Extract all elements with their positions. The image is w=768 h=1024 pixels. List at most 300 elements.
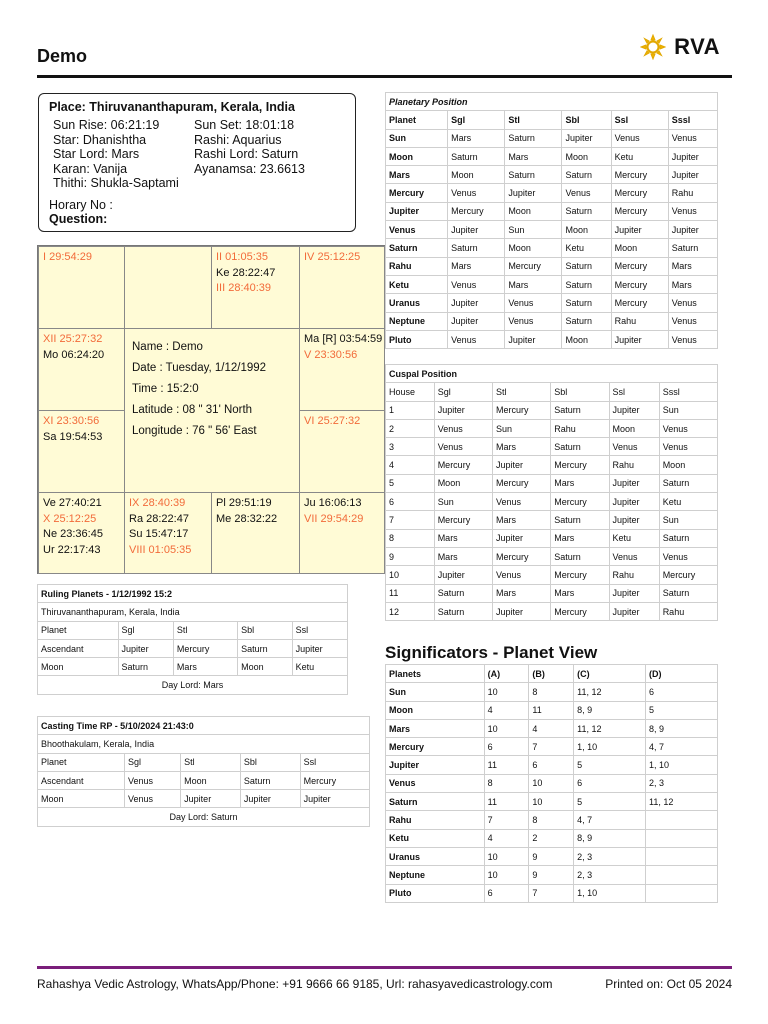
table-cell: 4 [386, 456, 435, 474]
table-cell: Venus [448, 275, 505, 293]
table-row [38, 658, 348, 676]
column-header: (C) [574, 665, 646, 683]
column-header: (D) [646, 665, 718, 683]
table-row [386, 738, 718, 756]
table-cell: 2, 3 [646, 774, 718, 792]
ruling-title: Ruling Planets - 1/12/1992 15:2 [38, 585, 348, 603]
chart-entry: Ra 28:22:47 [129, 512, 189, 525]
page-header [37, 36, 732, 78]
table-cell: Sun [659, 401, 717, 419]
table-cell: Saturn [240, 771, 300, 789]
column-header: Sgl [448, 111, 505, 129]
table-cell: Venus [609, 438, 659, 456]
table-row [386, 756, 718, 774]
table-cell: Jupiter [448, 294, 505, 312]
south-indian-chart [37, 245, 385, 574]
table-cell: Venus [611, 129, 668, 147]
planetary-title: Planetary Position [386, 93, 718, 111]
table-cell: Saturn [448, 147, 505, 165]
casting-place: Bhoothakulam, Kerala, India [38, 735, 370, 753]
table-cell: 8 [529, 683, 574, 701]
column-header: Ssl [300, 753, 369, 771]
chart-cell [299, 410, 385, 493]
table-cell: Mars [386, 166, 448, 184]
table-cell: Mars [434, 547, 492, 565]
column-header: Sbl [240, 753, 300, 771]
table-row [386, 811, 718, 829]
column-header: Planet [38, 621, 119, 639]
table-cell: 1, 10 [574, 738, 646, 756]
page-title: Demo [37, 46, 88, 66]
table-cell [646, 811, 718, 829]
table-cell: 11 [529, 701, 574, 719]
chart-entry: Sa 19:54:53 [43, 430, 103, 443]
table-cell: Venus [609, 547, 659, 565]
table-cell: Venus [668, 294, 717, 312]
table-cell: Venus [492, 566, 550, 584]
table-row [386, 584, 718, 602]
table-header-row [386, 383, 718, 401]
chart-cell [124, 492, 212, 574]
table-cell: Jupiter [492, 602, 550, 620]
column-header: Planet [386, 111, 448, 129]
table-cell: 10 [529, 793, 574, 811]
table-cell: Mars [173, 658, 237, 676]
column-header: Sssl [668, 111, 717, 129]
table-cell: Ketu [386, 275, 448, 293]
table-cell [646, 884, 718, 902]
chart-entry: Mo 06:24:20 [43, 348, 105, 361]
column-header: Stl [505, 111, 562, 129]
table-cell: Saturn [448, 239, 505, 257]
table-cell: 4, 7 [646, 738, 718, 756]
table-row [386, 719, 718, 737]
table-cell: 6 [574, 774, 646, 792]
table-row [386, 884, 718, 902]
table-cell: 8 [484, 774, 529, 792]
table-row [386, 474, 718, 492]
table-cell: Mercury [551, 602, 609, 620]
table-cell: 2 [386, 419, 435, 437]
table-cell: Moon [562, 147, 611, 165]
table-row [386, 866, 718, 884]
table-cell: 3 [386, 438, 435, 456]
table-cell: Saturn [386, 239, 448, 257]
table-cell: Jupiter [386, 756, 485, 774]
table-header-row [386, 111, 718, 129]
table-cell: 2, 3 [574, 847, 646, 865]
table-cell: Jupiter [668, 166, 717, 184]
table-cell: 10 [484, 719, 529, 737]
table-cell: Moon [386, 147, 448, 165]
chart-entry: VIII 01:05:35 [129, 543, 192, 556]
sun-set: Sun Set: 18:01:18 [194, 118, 295, 132]
table-cell: Mercury [551, 493, 609, 511]
table-cell: Rahu [551, 419, 609, 437]
table-cell: Moon [562, 221, 611, 239]
table-cell: 11 [484, 756, 529, 774]
table-cell: Mercury [434, 456, 492, 474]
table-row [386, 547, 718, 565]
logo-text: RVA [674, 34, 720, 59]
table-cell [646, 847, 718, 865]
table-cell: Saturn [562, 202, 611, 220]
table-cell: Ketu [292, 658, 347, 676]
table-cell: Saturn [562, 294, 611, 312]
question-label: Question: [49, 211, 108, 226]
column-header: Planets [386, 665, 485, 683]
chart-date: Date : Tuesday, 1/12/1992 [132, 362, 267, 374]
table-cell: Jupiter [668, 221, 717, 239]
table-cell: Jupiter [292, 639, 347, 657]
footer-printed-date: Printed on: Oct 05 2024 [605, 977, 732, 991]
casting-day-lord: Day Lord: Saturn [38, 808, 370, 826]
table-cell: Mercury [611, 275, 668, 293]
table-cell: Jupiter [118, 639, 173, 657]
table-cell: Uranus [386, 294, 448, 312]
table-cell: Mercury [386, 738, 485, 756]
chart-entry: XI 23:30:56 [43, 415, 100, 427]
planetary-position-table [385, 92, 718, 349]
table-cell: Mercury [611, 257, 668, 275]
chart-entry: Ne 23:36:45 [43, 528, 103, 540]
sun-icon [640, 34, 666, 60]
table-cell: Jupiter [562, 129, 611, 147]
table-cell: Mars [448, 129, 505, 147]
table-cell: Mercury [448, 202, 505, 220]
column-header: Sbl [562, 111, 611, 129]
table-cell: Moon [448, 166, 505, 184]
chart-entry: V 23:30:56 [304, 348, 358, 361]
table-cell: 11, 12 [646, 793, 718, 811]
chart-entry: X 25:12:25 [43, 512, 97, 525]
table-cell: Ketu [386, 829, 485, 847]
table-cell: Mars [386, 719, 485, 737]
chart-entry: Ma [R] 03:54:59 [304, 333, 383, 345]
table-cell: Sun [434, 493, 492, 511]
chart-entry: Ke 28:22:47 [216, 266, 276, 279]
table-row [386, 294, 718, 312]
table-cell: Venus [505, 312, 562, 330]
table-cell: Mercury [611, 184, 668, 202]
chart-entry: II 01:05:35 [216, 251, 268, 263]
logo [640, 34, 720, 60]
table-cell: Saturn [551, 401, 609, 419]
table-row [386, 129, 718, 147]
table-cell: Rahu [668, 184, 717, 202]
table-cell: Venus [659, 547, 717, 565]
star: Star: Dhanishtha [53, 132, 147, 147]
table-cell: Venus [668, 129, 717, 147]
table-cell: Venus [492, 493, 550, 511]
column-header: Sbl [551, 383, 609, 401]
place-info-box [38, 93, 356, 232]
table-cell: Saturn [659, 584, 717, 602]
column-header: House [386, 383, 435, 401]
table-cell: 4 [484, 701, 529, 719]
table-row [386, 456, 718, 474]
column-header: Sbl [238, 621, 293, 639]
table-cell: Mars [668, 257, 717, 275]
chart-cell [38, 492, 125, 574]
rashi-lord: Rashi Lord: Saturn [194, 147, 299, 161]
table-cell: Venus [668, 202, 717, 220]
table-row [386, 239, 718, 257]
table-row [386, 221, 718, 239]
table-cell: Saturn [659, 529, 717, 547]
cuspal-position-table [385, 364, 718, 621]
table-cell: Rahu [386, 257, 448, 275]
chart-entry: Ur 22:17:43 [43, 543, 101, 556]
table-cell: Jupiter [505, 184, 562, 202]
table-cell: Mars [551, 584, 609, 602]
table-cell: 6 [529, 756, 574, 774]
table-cell: Moon [434, 474, 492, 492]
table-cell: Saturn [434, 584, 492, 602]
table-row [38, 639, 348, 657]
table-cell: Venus [505, 294, 562, 312]
table-cell: Saturn [668, 239, 717, 257]
table-cell: Rahu [609, 566, 659, 584]
table-cell: Mars [492, 511, 550, 529]
table-cell: Venus [124, 790, 180, 808]
column-header: Stl [492, 383, 550, 401]
sun-rise: Sun Rise: 06:21:19 [53, 118, 160, 132]
table-cell: 8, 9 [574, 829, 646, 847]
table-cell: 8 [386, 529, 435, 547]
ayanamsa: Ayanamsa: 23.6613 [194, 161, 305, 176]
table-cell: Mercury [611, 166, 668, 184]
karan: Karan: Vanija [53, 161, 128, 176]
table-cell: 6 [646, 683, 718, 701]
table-cell: Moon [659, 456, 717, 474]
table-cell: 9 [529, 866, 574, 884]
table-row [386, 683, 718, 701]
table-cell: 11 [484, 793, 529, 811]
chart-cell [38, 410, 125, 493]
table-cell: Rahu [659, 602, 717, 620]
table-cell: Venus [434, 438, 492, 456]
table-cell: Jupiter [492, 456, 550, 474]
table-cell: Jupiter [609, 511, 659, 529]
table-cell: Sun [386, 683, 485, 701]
column-header: Sgl [124, 753, 180, 771]
chart-time: Time : 15:2:0 [132, 383, 199, 395]
cuspal-title: Cuspal Position [386, 365, 718, 383]
table-row [386, 774, 718, 792]
table-cell: 10 [484, 847, 529, 865]
table-row [386, 566, 718, 584]
chart-entry: XII 25:27:32 [43, 333, 103, 345]
table-cell: Saturn [562, 166, 611, 184]
table-cell: Moon [611, 239, 668, 257]
table-cell: Mercury [611, 294, 668, 312]
table-cell: Moon [505, 239, 562, 257]
chart-cell [38, 246, 125, 329]
table-cell: Venus [668, 312, 717, 330]
table-cell: Mars [505, 147, 562, 165]
table-cell: Saturn [386, 793, 485, 811]
table-cell: 8 [529, 811, 574, 829]
chart-longitude: Longitude : 76 " 56' East [132, 425, 257, 437]
table-cell: Mercury [492, 474, 550, 492]
table-cell: Ketu [609, 529, 659, 547]
table-cell: Saturn [659, 474, 717, 492]
table-cell: Mars [551, 474, 609, 492]
table-cell: Saturn [562, 257, 611, 275]
table-cell: Jupiter [609, 401, 659, 419]
table-cell: 8, 9 [574, 701, 646, 719]
table-cell: Jupiter [611, 330, 668, 348]
table-cell: Sun [659, 511, 717, 529]
table-cell: Venus [668, 330, 717, 348]
table-cell: 8, 9 [646, 719, 718, 737]
table-cell: Pluto [386, 884, 485, 902]
table-cell: 6 [484, 884, 529, 902]
table-cell: 5 [574, 756, 646, 774]
table-cell: Mars [668, 275, 717, 293]
footer-contact: Rahashya Vedic Astrology, WhatsApp/Phone: +91 9666 66 9185, Url: rahasyavedicastrology.com [37, 977, 553, 991]
table-cell [646, 866, 718, 884]
table-row [386, 166, 718, 184]
table-cell: 9 [529, 847, 574, 865]
table-cell: Moon [238, 658, 293, 676]
chart-entry: Su 15:47:17 [129, 528, 189, 540]
table-cell: Ketu [562, 239, 611, 257]
table-cell: Saturn [505, 129, 562, 147]
table-cell: Moon [505, 202, 562, 220]
chart-cell [299, 328, 385, 411]
table-cell: Jupiter [609, 474, 659, 492]
table-cell: 4, 7 [574, 811, 646, 829]
table-row [38, 771, 370, 789]
chart-name: Name : Demo [132, 341, 203, 353]
table-row [386, 257, 718, 275]
table-cell: 5 [386, 474, 435, 492]
table-cell: 5 [574, 793, 646, 811]
star-lord: Star Lord: Mars [53, 147, 140, 161]
chart-cell [211, 492, 300, 574]
table-row [386, 511, 718, 529]
table-cell: Moon [38, 790, 125, 808]
table-cell: Rahu [611, 312, 668, 330]
column-header: (B) [529, 665, 574, 683]
table-cell: Venus [562, 184, 611, 202]
table-cell: Jupiter [434, 566, 492, 584]
chart-cell [299, 492, 385, 574]
column-header: Sssl [659, 383, 717, 401]
table-cell: 10 [529, 774, 574, 792]
table-cell: 11, 12 [574, 719, 646, 737]
table-cell: Jupiter [609, 493, 659, 511]
rashi: Rashi: Aquarius [194, 132, 282, 147]
chart-latitude: Latitude : 08 " 31' North [132, 404, 253, 416]
table-row [386, 701, 718, 719]
table-cell: Venus [434, 419, 492, 437]
table-cell: Jupiter [240, 790, 300, 808]
table-cell: Venus [659, 419, 717, 437]
table-cell: 7 [386, 511, 435, 529]
table-row [386, 847, 718, 865]
table-cell: Jupiter [505, 330, 562, 348]
table-cell: 11, 12 [574, 683, 646, 701]
table-cell: 4 [484, 829, 529, 847]
significators-title: Significators - Planet View [385, 643, 598, 662]
table-cell: Ascendant [38, 639, 119, 657]
chart-entry: Ju 16:06:13 [304, 497, 362, 509]
chart-cell [299, 246, 385, 329]
table-cell: 10 [484, 683, 529, 701]
table-cell: Mercury [611, 202, 668, 220]
table-cell: Moon [562, 330, 611, 348]
table-cell: Jupiter [181, 790, 241, 808]
table-cell: Jupiter [434, 401, 492, 419]
column-header: Ssl [609, 383, 659, 401]
table-cell: Neptune [386, 312, 448, 330]
table-cell [646, 829, 718, 847]
table-cell: Saturn [562, 275, 611, 293]
table-cell: Mercury [659, 566, 717, 584]
table-cell: 12 [386, 602, 435, 620]
chart-entry: VI 25:27:32 [304, 415, 361, 427]
table-cell: Saturn [551, 438, 609, 456]
table-cell: Venus [386, 221, 448, 239]
table-cell: 9 [386, 547, 435, 565]
chart-entry: III 28:40:39 [216, 282, 272, 294]
table-cell: Mercury [492, 547, 550, 565]
table-cell: 1, 10 [646, 756, 718, 774]
table-cell: Mars [505, 275, 562, 293]
table-row [386, 529, 718, 547]
table-cell: Jupiter [611, 221, 668, 239]
table-cell: 10 [484, 866, 529, 884]
table-cell: Sun [386, 129, 448, 147]
table-cell: Venus [386, 774, 485, 792]
table-cell: Jupiter [448, 221, 505, 239]
chart-entry: Pl 29:51:19 [216, 497, 272, 509]
ruling-place: Thiruvananthapuram, Kerala, India [38, 603, 348, 621]
table-row [386, 312, 718, 330]
table-cell: Mars [492, 438, 550, 456]
column-header: Stl [181, 753, 241, 771]
thithi: Thithi: Shukla-Saptami [53, 176, 179, 190]
table-cell: Jupiter [609, 602, 659, 620]
chart-cell [124, 246, 212, 329]
table-row [386, 147, 718, 165]
table-row [38, 790, 370, 808]
table-cell: Saturn [434, 602, 492, 620]
page-footer [37, 966, 732, 991]
table-cell: Neptune [386, 866, 485, 884]
table-header-row [386, 665, 718, 683]
table-cell: Venus [448, 184, 505, 202]
table-cell: Mercury [551, 456, 609, 474]
place-label: Place: Thiruvananthapuram, Kerala, India [49, 100, 295, 114]
table-cell: 7 [529, 884, 574, 902]
significators-table [385, 664, 718, 903]
column-header: Ssl [611, 111, 668, 129]
table-row [386, 401, 718, 419]
chart-entry: VII 29:54:29 [304, 512, 364, 525]
ruling-planets-table [37, 584, 348, 695]
chart-center-info [124, 328, 300, 493]
table-cell: 11 [386, 584, 435, 602]
table-cell: 4 [529, 719, 574, 737]
place-details [49, 118, 345, 191]
table-cell: Rahu [386, 811, 485, 829]
table-row [386, 184, 718, 202]
table-cell: Moon [386, 701, 485, 719]
